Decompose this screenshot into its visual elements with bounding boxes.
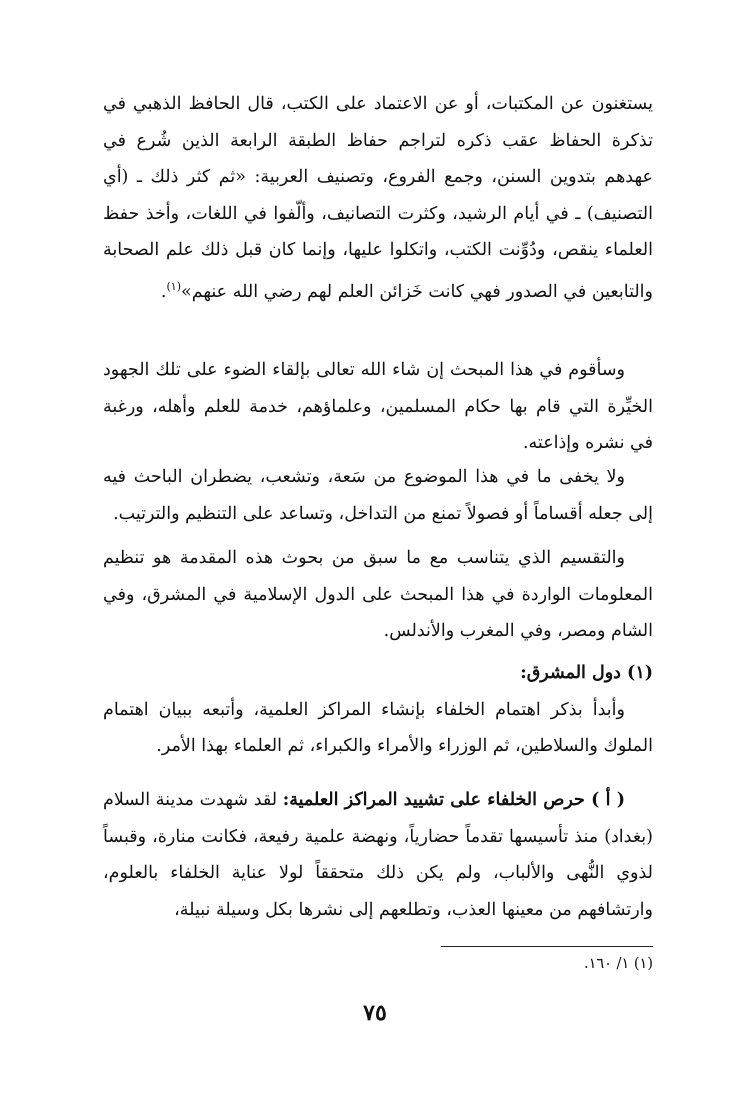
paragraph-2: وسأقوم في هذا المبحث إن شاء الله تعالى بإلقاء الضوء على تلك الجهود الخيِّرة التي قام بها حكام المسلمين، وعلماؤهم، خدمة للعلم وأهله، ورغبة في نشره وإذاعته. [103, 360, 653, 453]
section-eastern-states [103, 655, 653, 765]
footnote-divider [441, 946, 653, 947]
paragraph-1 [103, 86, 653, 310]
section-text: وأبدأ بذكر اهتمام الخلفاء بإنشاء المراكز العلمية، وأتبعه ببيان اهتمام الملوك والسلاطين، ثم الوزراء والأمراء والكبراء، ثم العلماء بهذا الأمر. [103, 699, 653, 756]
paragraph-1-end: . [160, 281, 167, 302]
paragraph-4: والتقسيم الذي يتناسب مع ما سبق من بحوث هذه المقدمة هو تنظيم المعلومات الواردة في هذا المبحث على الدول الإسلامية في المشرق، وفي الشام ومصر، وفي المغرب والأندلس. [103, 548, 653, 641]
subsection-caliphs [103, 782, 653, 928]
subsection-text: لقد شهدت مدينة السلام (بغداد) منذ تأسيسها تقدماً حضارياً، ونهضة علمية رفيعة، فكانت منارة، وقبساً لذوي النُّهى والألباب، ولم يكن ذلك متحققاً لولا عناية الخلفاء بالعلوم، وارتشافهم من معينها العذب، وتطلعهم إلى نشرها بكل وسيلة نبيلة، [103, 790, 653, 920]
page-number: ٧٥ [363, 1000, 387, 1026]
paragraph-1-text: يستغنون عن المكتبات، أو عن الاعتماد على الكتب، قال الحافظ الذهبي في تذكرة الحفاظ عقب ذكره لتراجم حفاظ الطبقة الرابعة الذين شُرع في عهدهم بتدوين السنن، وجمع الفروع، وتصنيف العربية: «ثم كثر ذلك ـ (أي التصنيف) ـ في أيام الرشيد، وكثرت التصانيف، وألّفوا في اللغات، وأخذ حفظ العلماء ينقص، ودُوِّنت الكتب، واتكلوا عليها، وإنما كان قبل ذلك علم الصحابة والتابعين في الصدور فهي كانت خَزائن العلم لهم رضي الله عنهم» [103, 94, 653, 302]
paragraph-3: ولا يخفى ما في هذا الموضوع من سَعة، وتشعب، يضطران الباحث فيه إلى جعله أقساماً أو فصولاً تمنع من التداخل، وتساعد على التنظيم والترتيب. [103, 467, 653, 524]
subsection-heading: ( أ ) حرص الخلفاء على تشييد المراكز العلمية: [282, 790, 625, 810]
footnote-reference: (١) [166, 279, 181, 293]
footnote: (١) ١/ ١٦٠. [583, 956, 653, 972]
section-heading: (١) دول المشرق: [520, 663, 653, 683]
